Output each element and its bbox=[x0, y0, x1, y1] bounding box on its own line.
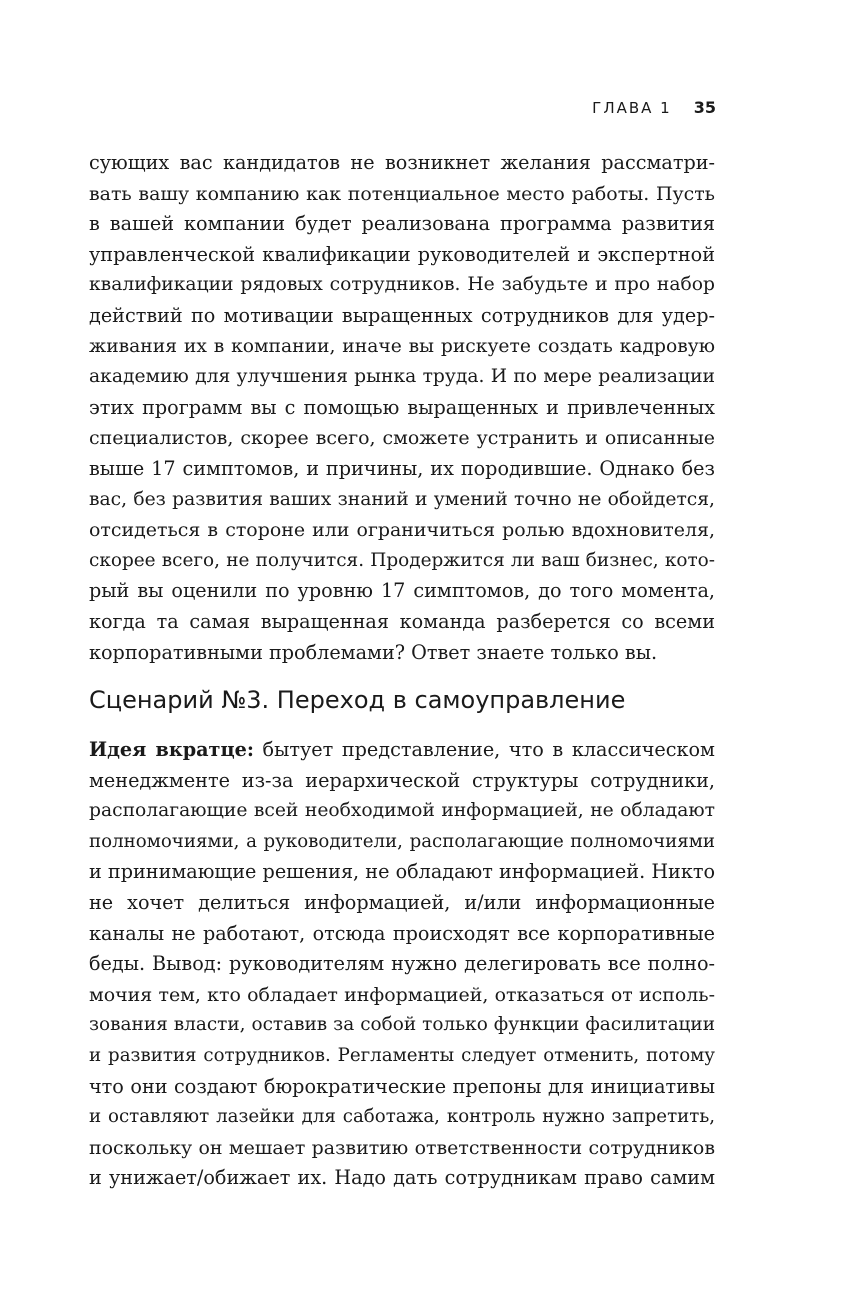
text-line: и унижает/обижает их. Надо дать сотрудникам право самим bbox=[89, 1166, 715, 1190]
text-line: когда та самая выращенная команда разберется со всеми bbox=[89, 609, 715, 633]
lead-label: Идея вкратце: bbox=[89, 738, 254, 761]
text-line: скорее всего, не получится. Продержится ли ваш бизнес, кото- bbox=[89, 549, 715, 571]
text-line: живания их в компании, иначе вы рискуете создать кадровую bbox=[89, 335, 715, 357]
text-line: сующих вас кандидатов не возникнет желания рассматри- bbox=[89, 151, 715, 174]
text-line: зования власти, оставив за собой только функции фасилитации bbox=[89, 1014, 715, 1036]
text-line: управленческой квалификации руководителей и экспертной bbox=[89, 242, 715, 266]
text-line: рый вы оценили по уровню 17 симптомов, до того момента, bbox=[89, 579, 715, 603]
text-line: специалистов, скорее всего, сможете устранить и описанные bbox=[89, 427, 715, 450]
text-line: менеджменте из-за иерархической структуры сотрудники, bbox=[89, 768, 715, 792]
text-line: корпоративными проблемами? Ответ знаете только вы. bbox=[89, 640, 658, 664]
text-line: располагающие всей необходимой информацией, не обладают bbox=[89, 800, 715, 822]
section-heading: Сценарий №3. Переход в самоуправление bbox=[89, 686, 626, 714]
chapter-label: ГЛАВА 1 bbox=[592, 99, 672, 117]
text-line: полномочиями, а руководители, располагающие полномочиями bbox=[89, 830, 715, 852]
first-line-rest: бытует представление, что в классическом bbox=[253, 738, 715, 761]
text-line: академию для улучшения рынка труда. И по мере реализации bbox=[89, 366, 715, 388]
running-head bbox=[592, 98, 716, 117]
body-paragraph-1 bbox=[89, 148, 715, 668]
text-line: в вашей компании будет реализована программа развития bbox=[89, 212, 715, 236]
page-number: 35 bbox=[693, 98, 716, 117]
text-line: вас, без развития ваших знаний и умений точно не обойдется, bbox=[89, 488, 715, 510]
body-paragraph-2 bbox=[89, 735, 715, 1194]
text-line: и оставляют лазейки для саботажа, контроль нужно запретить, bbox=[89, 1106, 715, 1128]
text-line: вать вашу компанию как потенциальное место работы. Пусть bbox=[89, 182, 715, 205]
text-line: отсидеться в стороне или ограничиться ролью вдохновителя, bbox=[89, 519, 715, 542]
text-line: не хочет делиться информацией, и/или информационные bbox=[89, 890, 715, 914]
text-line: каналы не работают, отсюда происходят все корпоративные bbox=[89, 921, 715, 945]
text-line: выше 17 симптомов, и причины, их породившие. Однако без bbox=[89, 456, 715, 480]
text-line: что они создают бюрократические препоны для инициативы bbox=[89, 1074, 715, 1098]
text-line: поскольку он мешает развитию ответственности сотрудников bbox=[89, 1136, 715, 1159]
text-line: этих программ вы с помощью выращенных и привлеченных bbox=[89, 395, 715, 419]
text-line: действий по мотивации выращенных сотрудников для удер- bbox=[89, 303, 715, 327]
text-line: квалификации рядовых сотрудников. Не забудьте и про набор bbox=[89, 274, 715, 296]
text-line-first bbox=[89, 735, 715, 766]
text-line: мочия тем, кто обладает информацией, отказаться от исполь- bbox=[89, 983, 715, 1006]
text-line: и развития сотрудников. Регламенты следует отменить, потому bbox=[89, 1044, 715, 1066]
text-line: беды. Вывод: руководителям нужно делегировать все полно- bbox=[89, 952, 715, 976]
text-line: и принимающие решения, не обладают информацией. Никто bbox=[89, 860, 715, 884]
